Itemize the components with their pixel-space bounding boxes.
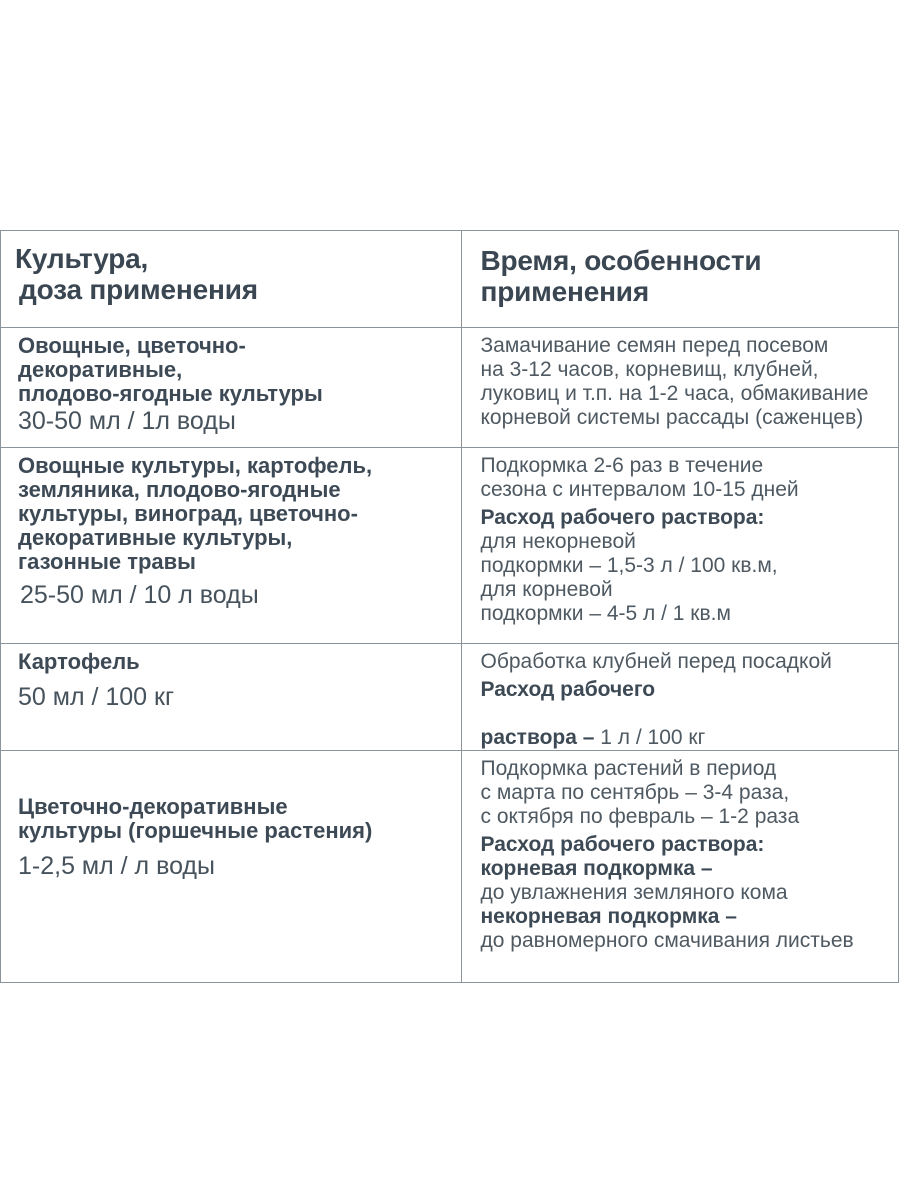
foliar-feeding-text: до равномерного смачивания листьев xyxy=(480,929,854,952)
usage-table xyxy=(0,230,899,983)
application-description: Обработка клубней перед посадкой xyxy=(480,650,832,673)
consumption-label: Расход рабочего раствора: xyxy=(480,833,765,856)
header-time-label: Время, особенности xyxy=(480,245,762,276)
crop-name: Овощные, цветочно- декоративные, плодово-ягодные культуры xyxy=(18,333,323,406)
foliar-feeding-label: некорневая подкормка – xyxy=(480,905,737,928)
dose-value: 30-50 мл / 1л воды xyxy=(18,407,236,435)
table-row xyxy=(1,328,899,448)
dose-value: 25-50 мл / 10 л воды xyxy=(20,581,259,609)
application-cell xyxy=(461,328,899,448)
application-description: Подкормка 2-6 раз в течение сезона с интервалом 10-15 дней xyxy=(480,454,799,501)
crop-name: Овощные культуры, картофель, земляника, плодово-ягодные культуры, виноград, цветочно- декоративные культуры, газонные травы xyxy=(18,453,373,574)
header-culture-dose xyxy=(1,231,462,328)
crop-name: Картофель xyxy=(18,649,140,674)
header-dose-label: доза применения xyxy=(19,274,258,305)
consumption-label-cont: раствора – xyxy=(480,726,595,749)
application-cell xyxy=(461,644,899,751)
root-feeding-text: до увлажнения земляного кома xyxy=(480,881,788,904)
consumption-value: 1 л / 100 кг xyxy=(594,726,706,749)
application-cell xyxy=(461,448,899,644)
application-description: Замачивание семян перед посевом на 3-12 часов, корневищ, клубней, луковиц и т.п. на 1-2 часа, обмакивание корневой системы рассады (саженцев) xyxy=(480,334,869,429)
dose-value: 50 мл / 100 кг xyxy=(18,683,175,711)
root-feeding-label: корневая подкормка – xyxy=(480,857,713,880)
crop-dose-cell xyxy=(1,448,462,644)
table-row xyxy=(1,644,899,751)
header-time-features xyxy=(461,231,899,328)
consumption-label: Расход рабочего xyxy=(480,678,656,701)
consumption-text: для некорневой подкормки – 1,5-3 л / 100 кв.м, для корневой подкормки – 4-5 л / 1 кв.м xyxy=(480,530,778,625)
header-culture-label: Культура, xyxy=(15,243,149,274)
crop-name: Цветочно-декоративные культуры (горшечные растения) xyxy=(18,794,373,843)
table-row xyxy=(1,448,899,644)
consumption-line xyxy=(481,702,895,750)
crop-dose-cell xyxy=(1,644,462,751)
consumption-label: Расход рабочего раствора: xyxy=(480,506,765,529)
application-description: Подкормка растений в период с марта по сентябрь – 3-4 раза, с октября по февраль – 1-2 раза xyxy=(480,757,800,828)
dose-value: 1-2,5 мл / л воды xyxy=(18,852,215,880)
crop-dose-cell xyxy=(1,328,462,448)
table-row xyxy=(1,751,899,983)
header-application-label: применения xyxy=(480,276,649,307)
table-header-row xyxy=(1,231,899,328)
crop-dose-cell xyxy=(1,751,462,983)
application-cell xyxy=(461,751,899,983)
